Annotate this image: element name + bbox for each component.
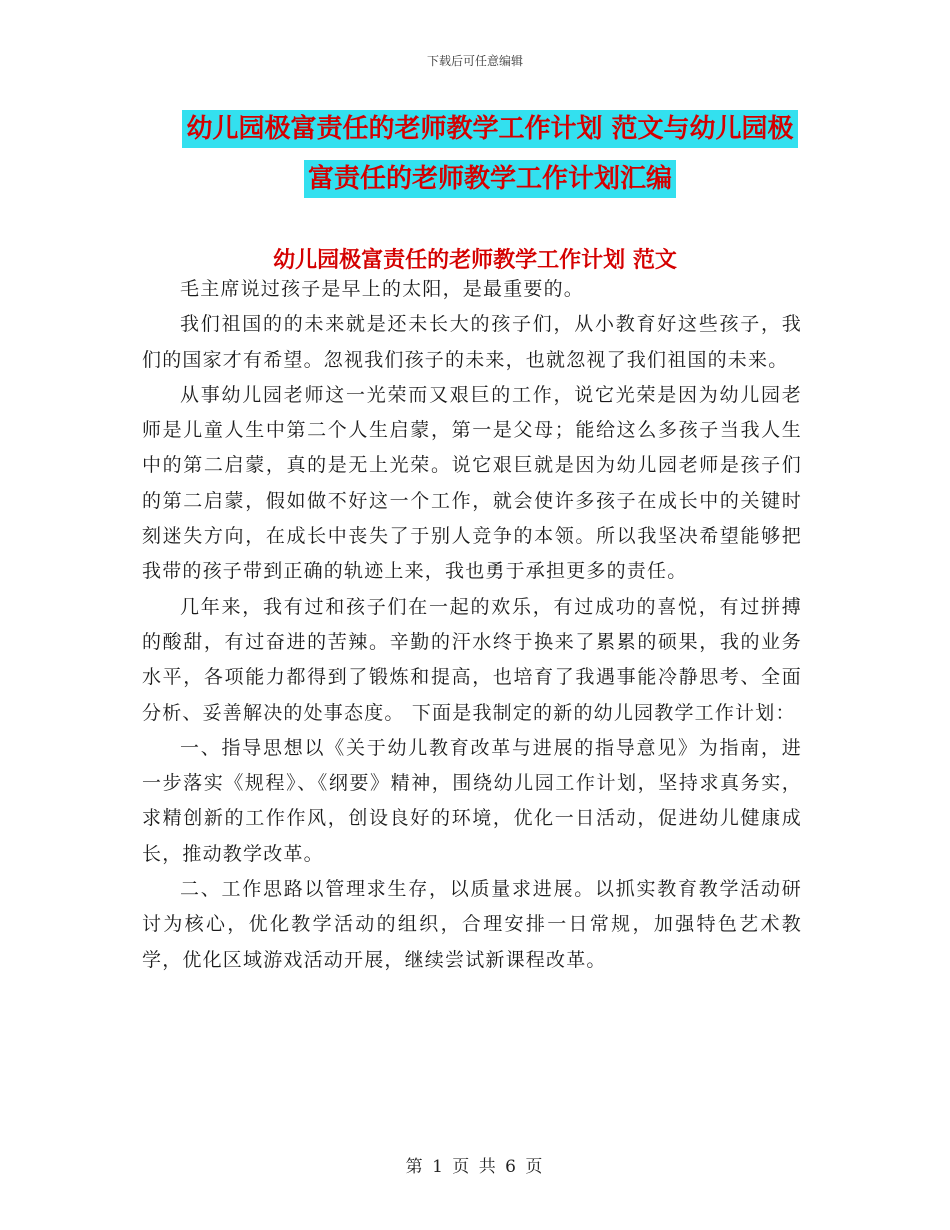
paragraph: 我们祖国的的未来就是还未长大的孩子们，从小教育好这些孩子，我们的国家才有希望。忽视我们孩子的未来，也就忽视了我们祖国的未来。 — [142, 313, 802, 371]
paragraph: 从事幼儿园老师这一光荣而又艰巨的工作，说它光荣是因为幼儿园老师是儿童人生中第二个人生启蒙，第一是父母；能给这么多孩子当我人生中的第二启蒙，真的是无上光荣。说它艰巨就是因为幼儿园老师是孩子们的第二启蒙，假如做不好这一个工作，就会使许多孩子在成长中的关键时刻迷失方向，在成长中丧失了于别人竞争的本领。所以我坚决希望能够把我带的孩子带到正确的轨迹上来，我也勇于承担更多的责任。 — [142, 383, 802, 583]
document-title — [160, 110, 820, 210]
body-text — [142, 272, 802, 978]
paragraph: 二、工作思路以管理求生存，以质量求进展。以抓实教育教学活动研讨为核心，优化教学活动的组织，合理安排一日常规，加强特色艺术教学，优化区域游戏活动开展，继续尝试新课程改革。 — [142, 878, 802, 971]
paragraph: 一、指导思想以《关于幼儿教育改革与进展的指导意见》为指南，进一步落实《规程》、《纲要》精神，围绕幼儿园工作计划，坚持求真务实，求精创新的工作作风，创设良好的环境，优化一日活动，促进幼儿健康成长，推动教学改革。 — [142, 736, 802, 865]
header-note: 下载后可任意编辑 — [426, 54, 523, 68]
page-footer: 第 1 页 共 6 页 — [405, 1157, 545, 1177]
title-line-2: 富责任的老师教学工作计划汇编 — [304, 160, 676, 198]
section-subtitle: 幼儿园极富责任的老师教学工作计划 范文 — [273, 248, 677, 273]
paragraph: 几年来，我有过和孩子们在一起的欢乐，有过成功的喜悦，有过拼搏的酸甜，有过奋进的苦辣。辛勤的汗水终于换来了累累的硕果，我的业务水平，各项能力都得到了锻炼和提高，也培育了我遇事能冷静思考、全面分析、妥善解决的处事态度。 下面是我制定的新的幼儿园教学工作计划： — [142, 595, 802, 724]
paragraph: 毛主席说过孩子是早上的太阳，是最重要的。 — [180, 278, 585, 300]
title-line-1: 幼儿园极富责任的老师教学工作计划 范文与幼儿园极 — [182, 110, 797, 148]
